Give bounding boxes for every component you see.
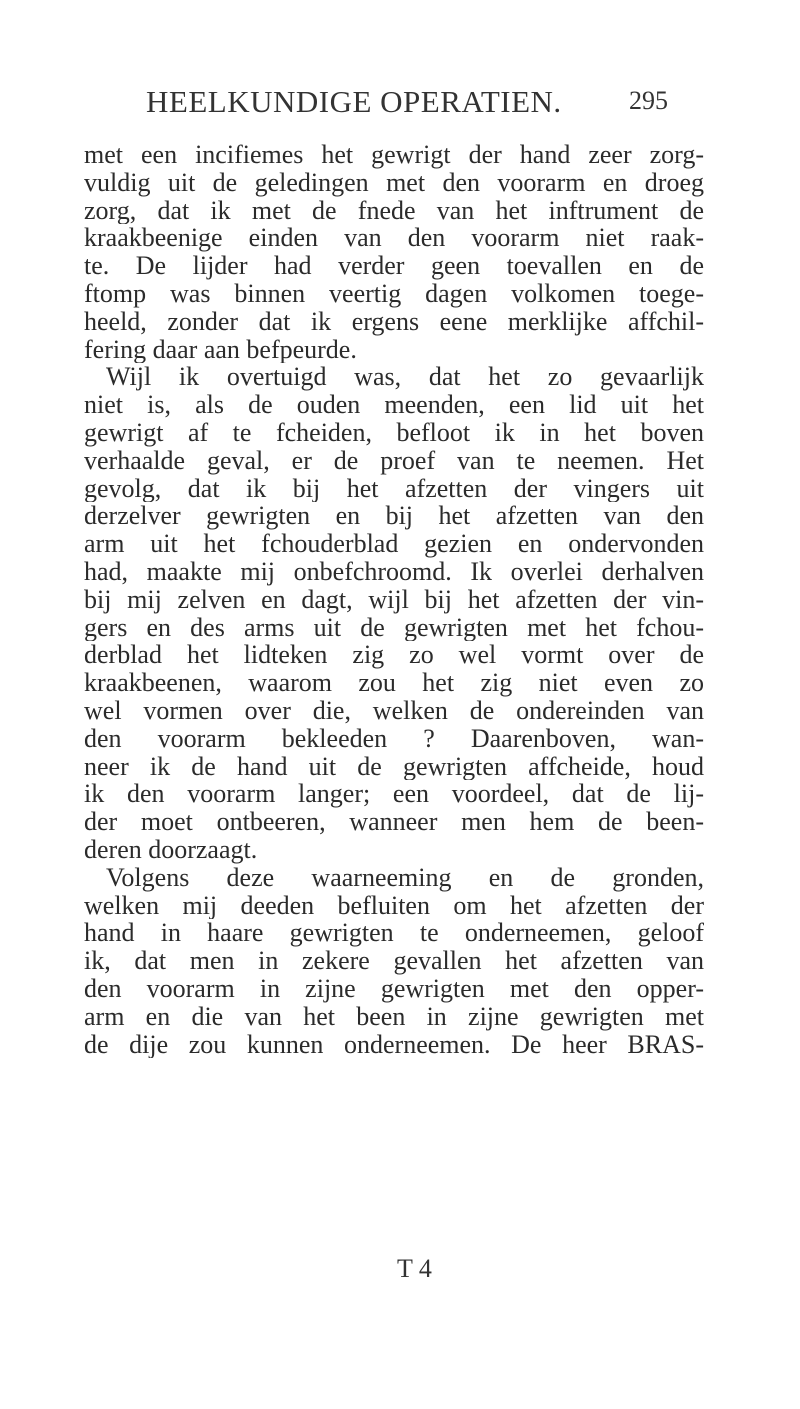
text-line: kraakbeenen, waarom zou het zig niet even zo [84,669,704,697]
text-line: met een incifiemes het gewrigt der hand zeer zorg- [84,141,704,169]
text-line: gers en des arms uit de gewrigten met het fchou- [84,613,704,642]
body-text [84,141,704,1058]
text-line: fering daar aan befpeurde. [84,335,357,364]
signature-mark: T 4 [397,1254,432,1283]
text-line: had, maakte mij onbefchroomd. Ik overlei derhalven [84,557,704,586]
text-line: neer ik de hand uit de gewrigten affcheide, houd [84,752,704,781]
text-line: bij mij zelven en dagt, wijl bij het afzetten der vin- [84,585,704,614]
text-line: der moet ontbeeren, wanneer men hem de been- [84,808,704,836]
text-line: arm en die van het been in zijne gewrigten met [84,1002,704,1031]
text-line: Wijl ik overtuigd was, dat het zo gevaarlijk [106,363,704,392]
text-line: derzelver gewrigten en bij het afzetten van den [84,502,704,531]
text-line: arm uit het fchouderblad gezien en ondervonden [84,530,704,558]
text-line: welken mij deeden befluiten om het afzetten der [84,891,704,920]
text-line: de dije zou kunnen onderneemen. De heer BRAS- [84,1030,704,1059]
text-line: hand in haare gewrigten te onderneemen, geloof [84,919,704,948]
text-line: wel vormen over die, welken de ondereinden van [84,696,704,725]
text-line: den voorarm bekleeden ? Daarenboven, wan- [84,724,704,753]
text-line: ftomp was binnen veertig dagen volkomen toege- [84,279,704,308]
text-line: niet is, als de ouden meenden, een lid uit het [84,391,704,419]
text-line: ik den voorarm langer; een voordeel, dat de lij- [84,780,704,809]
text-line: derblad het lidteken zig zo wel vormt over de [84,641,704,670]
text-line: verhaalde geval, er de proef van te neemen. Het [84,446,704,475]
text-line: deren doorzaagt. [84,835,258,864]
text-line: te. De lijder had verder geen toevallen en de [84,252,704,280]
text-line: vuldig uit de geledingen met den voorarm en droeg [84,168,704,197]
page-number: 295 [629,86,668,115]
text-line: kraakbeenige einden van den voorarm niet raak- [84,224,704,253]
text-line: ik, dat men in zekere gevallen het afzetten van [84,947,704,975]
text-line: Volgens deze waarneeming en de gronden, [106,863,704,892]
text-line: gevolg, dat ik bij het afzetten der vingers uit [84,474,704,503]
text-line: den voorarm in zijne gewrigten met den opper- [84,974,704,1003]
running-head [0,84,800,124]
text-line: zorg, dat ik met de fnede van het inftrument de [84,196,704,225]
running-title: HEELKUNDIGE OPERATIEN. [146,84,562,119]
text-line: gewrigt af te fcheiden, befloot ik in het boven [84,418,704,447]
text-line: heeld, zonder dat ik ergens eene merklijke affchil- [84,307,704,336]
